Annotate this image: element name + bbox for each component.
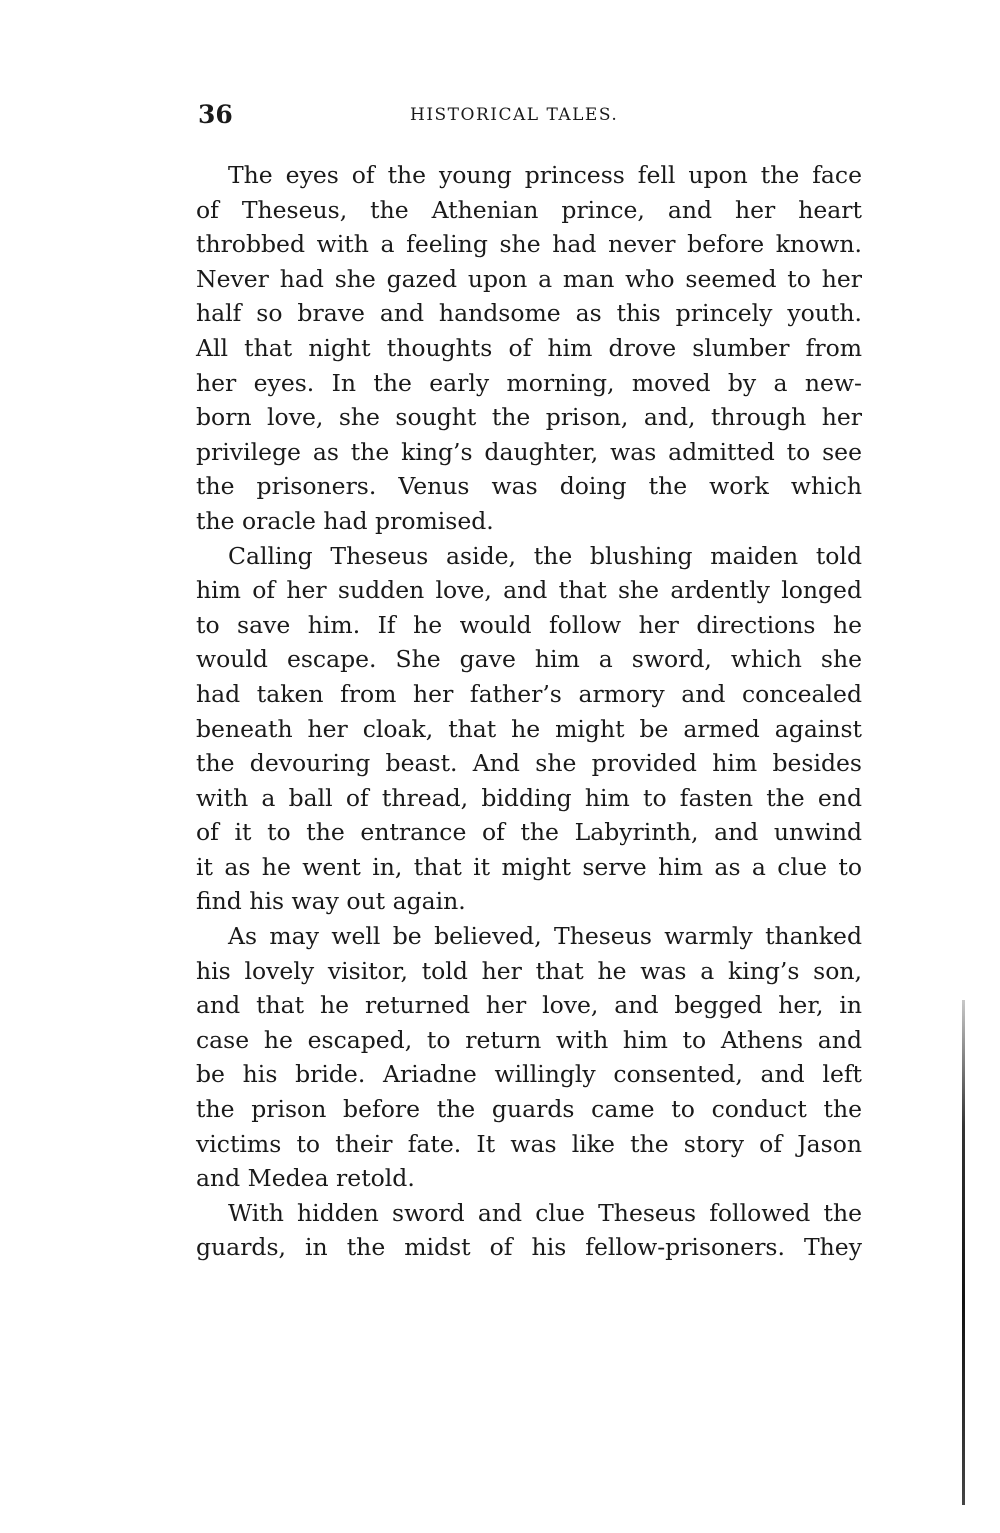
- text-line: of Theseus, the Athenian prince, and her heart: [196, 195, 862, 224]
- text-line: with a ball of thread, bidding him to fasten the end: [196, 783, 862, 812]
- text-line: throbbed with a feeling she had never before known.: [196, 230, 862, 259]
- binding-edge: [962, 1000, 965, 1505]
- text-line: would escape. She gave him a sword, which she: [196, 645, 862, 674]
- text-line: to save him. If he would follow her directions he: [196, 610, 862, 639]
- text-line: The eyes of the young princess fell upon the face: [228, 161, 862, 189]
- text-line: case he escaped, to return with him to Athens and: [196, 1025, 862, 1054]
- text-line: privilege as the king’s daughter, was admitted to see: [196, 437, 862, 466]
- text-line: the prisoners. Venus was doing the work which: [196, 472, 862, 501]
- text-line: and Medea retold.: [196, 1164, 415, 1193]
- text-line: As may well be believed, Theseus warmly thanked: [228, 922, 862, 951]
- text-line: victims to their fate. It was like the story of Jason: [196, 1129, 862, 1158]
- text-line: find his way out again.: [196, 887, 466, 916]
- text-line: his lovely visitor, told her that he was a king’s son,: [196, 956, 862, 985]
- text-line: With hidden sword and clue Theseus followed the: [228, 1198, 862, 1227]
- text-line: her eyes. In the early morning, moved by a new-: [196, 368, 862, 397]
- text-line: and that he returned her love, and begged her, in: [196, 991, 862, 1020]
- body-text: [196, 158, 862, 1265]
- text-line: him of her sudden love, and that she ardently longed: [196, 576, 862, 605]
- text-line: Calling Theseus aside, the blushing maiden told: [228, 541, 862, 570]
- text-line: half so brave and handsome as this princely youth.: [196, 299, 862, 328]
- page-header: [198, 100, 860, 134]
- text-line: the oracle had promised.: [196, 506, 494, 535]
- text-line: be his bride. Ariadne willingly consented, and left: [196, 1060, 862, 1089]
- text-line: the prison before the guards came to conduct the: [196, 1095, 862, 1124]
- text-line: beneath her cloak, that he might be armed against: [196, 714, 862, 743]
- text-line: the devouring beast. And she provided him besides: [196, 749, 862, 778]
- text-line: All that night thoughts of him drove slumber from: [196, 333, 862, 362]
- running-title: HISTORICAL TALES.: [410, 105, 619, 125]
- text-line: born love, she sought the prison, and, through her: [196, 403, 862, 432]
- text-line: of it to the entrance of the Labyrinth, and unwind: [196, 818, 862, 847]
- text-line: Never had she gazed upon a man who seemed to her: [196, 264, 862, 293]
- page-number: 36: [198, 100, 233, 129]
- text-line: had taken from her father’s armory and concealed: [196, 679, 862, 708]
- text-line: guards, in the midst of his fellow-prisoners. They: [196, 1233, 862, 1262]
- text-line: it as he went in, that it might serve him as a clue to: [196, 852, 862, 881]
